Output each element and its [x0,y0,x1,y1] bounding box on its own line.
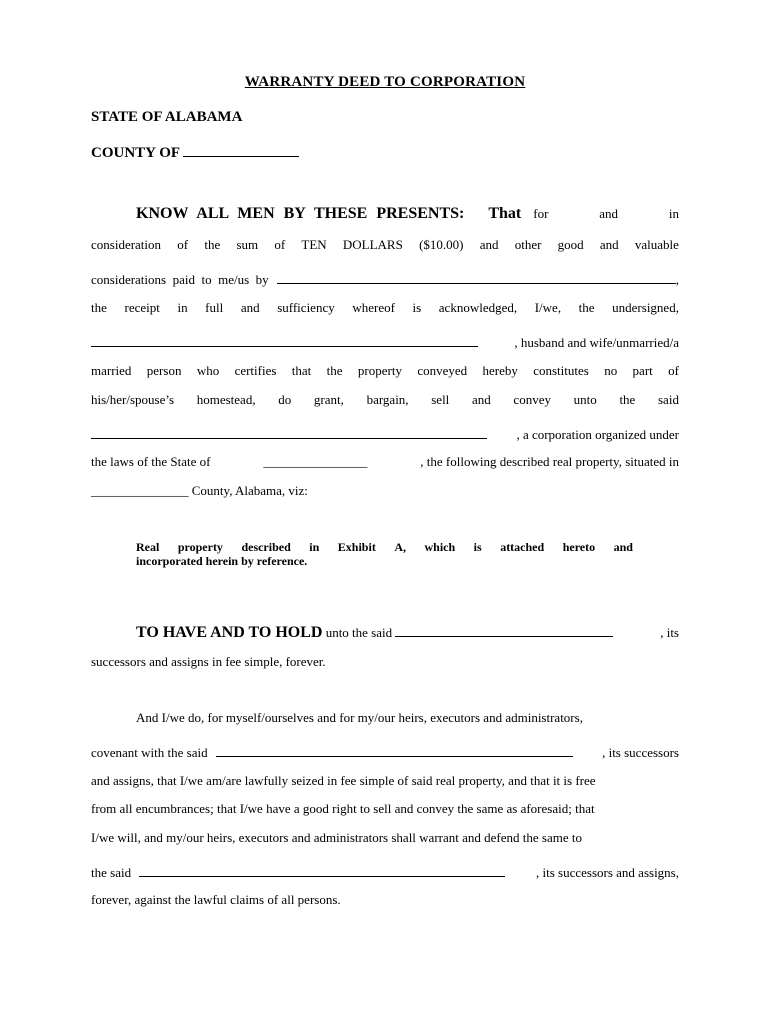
word: ($10.00) [419,237,464,252]
word: sum [236,237,259,252]
its-successors-text: , its successors [602,745,679,760]
warranty-grantee-blank [139,864,505,877]
word: Exhibit [337,540,376,554]
word: conveyed [417,363,468,378]
p1-line-3 [91,271,679,288]
property-county-blank: _______________ [91,483,189,498]
habendum-line-2: successors and assigns in fee simple, forever. [91,654,326,669]
county-heading [91,144,299,162]
grantor-name-blank [91,334,478,347]
exhibit-line-1 [136,540,633,554]
word: said [658,392,679,407]
corporation-text: , a corporation organized under [516,427,679,442]
word: the [578,300,595,315]
p1-line-1 [136,206,679,222]
comma: , [675,272,679,287]
word: valuable [634,237,679,252]
word: attached [500,540,545,554]
covenant-line-6 [91,864,679,881]
word: unto [573,392,597,407]
considerations-text: considerations paid to me/us by [91,272,269,287]
county-alabama-text: County, Alabama, viz: [188,483,308,498]
word: property [177,540,223,554]
word: is [412,300,422,315]
covenant-line-1: And I/we do, for myself/ourselves and for my/our heirs, executors and administrators, [136,710,583,725]
word: the [619,392,636,407]
word: do [278,392,292,407]
habendum-line-1 [136,624,679,641]
p1-line-8 [91,426,679,443]
word: of [274,237,286,252]
grantor-payer-blank [277,271,676,284]
word: his/her/spouse’s [91,392,175,407]
word: receipt [124,300,160,315]
word: TEN [301,237,327,252]
habendum-grantee-blank [395,624,613,637]
word: and [599,237,619,252]
word: and [599,206,619,221]
p1-line-9 [91,454,679,470]
covenant-line-5: I/we will, and my/our heirs, executors and administrators shall warrant and defend the same to [91,830,582,845]
word: and [613,540,633,554]
word: other [514,237,542,252]
word: good [557,237,584,252]
document-title: WARRANTY DEED TO CORPORATION [244,74,526,90]
the-said-text: the said [91,865,132,880]
word: the [204,237,221,252]
covenant-line-3: and assigns, that I/we am/are lawfully seized in fee simple of said real property, and that it is free [91,773,596,788]
successors-and-assigns-text: , its successors and assigns, [536,865,679,880]
word: and [479,237,499,252]
state-of-incorporation-blank: ________________ [263,454,368,469]
word: for [533,206,549,221]
word: which [424,540,456,554]
word: and [471,392,491,407]
word: convey [513,392,551,407]
p1-line-7 [91,392,679,408]
p1-line-1-rest [533,206,679,222]
word: in [309,540,320,554]
word: of [668,363,679,378]
word: grant, [313,392,344,407]
word: hereby [482,363,518,378]
county-label: COUNTY OF [91,145,180,161]
know-all-men-lead: KNOW ALL MEN BY THESE PRESENTS: [136,205,465,222]
word: described [241,540,291,554]
word: is [473,540,482,554]
word: hereto [562,540,596,554]
word: constitutes [533,363,589,378]
covenant-line-7: forever, against the lawful claims of all persons. [91,892,341,907]
p1-line-10 [91,483,679,499]
covenant-line-4: from all encumbrances; that I/we have a good right to sell and convey the same as aforesaid; that [91,801,595,816]
word: certifies [234,363,277,378]
covenant-with-text: covenant with the said [91,745,208,760]
word: married [91,363,132,378]
word: bargain, [366,392,409,407]
word: and [240,300,260,315]
word: property [357,363,402,378]
word: consideration [91,237,162,252]
word: no [604,363,618,378]
laws-of-state-text: the laws of the State of [91,454,211,469]
county-blank [183,144,299,157]
p1-line-6 [91,363,679,379]
word: the [326,363,343,378]
word: Real [136,540,160,554]
word: homestead, [196,392,256,407]
word: full [205,300,224,315]
word: person [146,363,182,378]
word: in [177,300,188,315]
to-have-and-to-hold-lead: TO HAVE AND TO HOLD [136,624,323,641]
word: in [668,206,679,221]
word: that [291,363,312,378]
its-text: , its [660,625,679,640]
that-word: That [488,205,522,222]
word: whereof [352,300,395,315]
grantee-corporation-blank [91,426,487,439]
word: part [632,363,653,378]
following-described-text: , the following described real property, situated in [420,454,679,469]
p1-line-2 [91,237,679,253]
word: of [177,237,189,252]
word: sufficiency [277,300,335,315]
word: the [91,300,107,315]
word: I/we, [534,300,562,315]
word: acknowledged, [438,300,518,315]
word: sell [431,392,450,407]
covenant-grantee-blank [216,744,573,757]
p1-line-4 [91,300,679,316]
marital-status-text: , husband and wife/unmarried/a [514,335,679,350]
unto-the-said-text: unto the said [322,625,396,640]
word: DOLLARS [342,237,403,252]
covenant-line-2 [91,744,679,761]
word: undersigned, [612,300,679,315]
word: A, [394,540,406,554]
exhibit-line-2: incorporated herein by reference. [136,554,308,568]
word: who [196,363,220,378]
state-heading: STATE OF ALABAMA [91,109,243,125]
p1-line-5 [91,334,679,351]
